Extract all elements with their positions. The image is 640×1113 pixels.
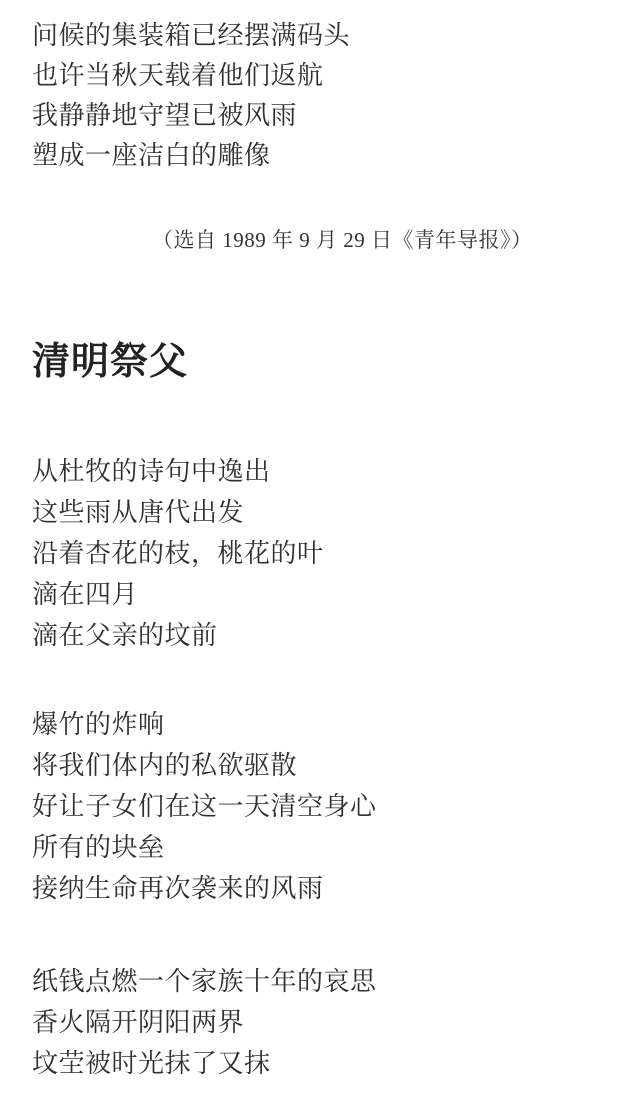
poem-line: 滴在四月 bbox=[32, 580, 139, 609]
poem-line: 这些雨从唐代出发 bbox=[32, 498, 245, 527]
poem-line: 好让子女们在这一天清空身心 bbox=[32, 792, 377, 821]
poem-line: 也许当秋天载着他们返航 bbox=[32, 61, 324, 90]
poem-line: 爆竹的炸响 bbox=[32, 710, 165, 739]
poem-line: 从杜牧的诗句中逸出 bbox=[32, 457, 271, 486]
poem-title: 清明祭父 bbox=[32, 341, 189, 383]
source-attribution: （选自 1989 年 9 月 29 日《青年导报》） bbox=[152, 228, 533, 252]
stanza bbox=[32, 451, 620, 656]
poem-line: 接纳生命再次袭来的风雨 bbox=[32, 874, 324, 903]
poem-line: 问候的集装箱已经摆满码头 bbox=[32, 21, 351, 50]
stanza bbox=[32, 704, 620, 909]
poem-line: 滴在父亲的坟前 bbox=[32, 621, 218, 650]
stanza bbox=[32, 961, 620, 1084]
poem-line: 香火隔开阴阳两界 bbox=[32, 1008, 245, 1037]
poem-line: 坟茔被时光抹了又抹 bbox=[32, 1049, 271, 1078]
poem-line: 所有的块垒 bbox=[32, 833, 165, 862]
poem-line: 将我们体内的私欲驱散 bbox=[32, 751, 298, 780]
excerpt-stanza bbox=[32, 16, 620, 176]
poem-line: 我静静地守望已被风雨 bbox=[32, 101, 298, 130]
poem-line: 纸钱点燃一个家族十年的哀思 bbox=[32, 967, 377, 996]
poem-line: 塑成一座洁白的雕像 bbox=[32, 141, 271, 170]
poem-line: 沿着杏花的枝，桃花的叶 bbox=[32, 539, 324, 568]
